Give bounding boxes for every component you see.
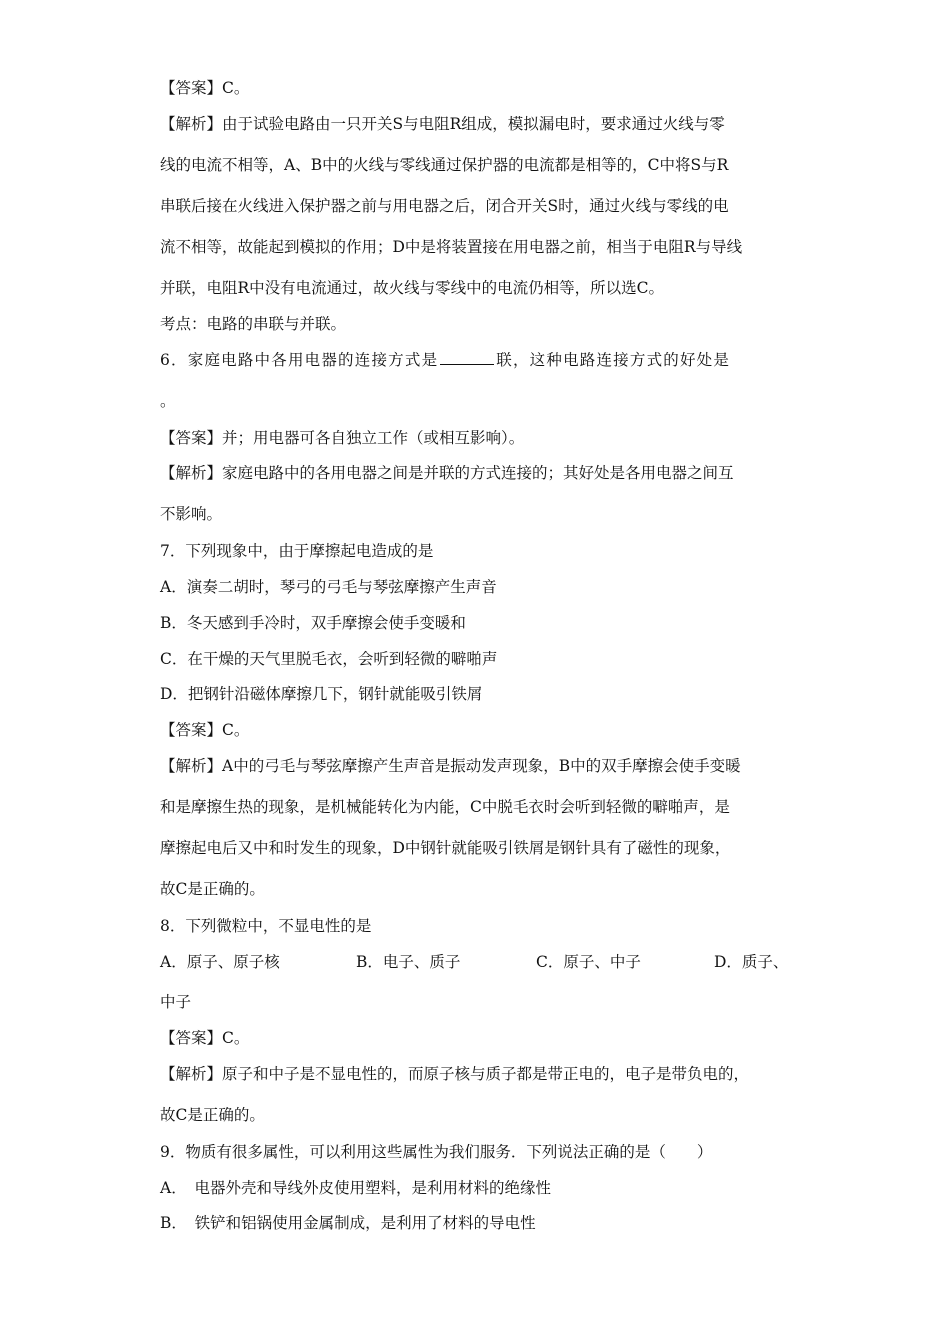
knowledge-point: 考点：电路的串联与并联。 — [160, 315, 347, 333]
option-d: D．质子、 — [714, 953, 789, 971]
question-9: 9．物质有很多属性，可以利用这些属性为我们服务．下列说法正确的是（ ） — [160, 1143, 713, 1161]
question-text: 联，这种电路连接方式的好处是 — [496, 351, 731, 369]
question-8: 8．下列微粒中，不显电性的是 — [160, 917, 372, 935]
analysis-line: 【解析】原子和中子是不显电性的，而原子核与质子都是带正电的，电子是带负电的， — [160, 1065, 750, 1083]
analysis-line: 【解析】A中的弓毛与琴弦摩擦产生声音是振动发声现象，B中的双手摩擦会使手变暖 — [160, 757, 741, 775]
answer-blank — [440, 350, 494, 365]
question-7: 7．下列现象中，由于摩擦起电造成的是 — [160, 542, 434, 560]
answer-label: 【答案】C。 — [160, 721, 250, 739]
option-a: A． 电器外壳和导线外皮使用塑料，是利用材料的绝缘性 — [160, 1179, 551, 1197]
analysis-line: 摩擦起电后又中和时发生的现象，D中钢针就能吸引铁屑是钢针具有了磁性的现象， — [160, 839, 731, 857]
analysis-line: 故C是正确的。 — [160, 880, 265, 898]
option-d: D．把钢针沿磁体摩擦几下，钢针就能吸引铁屑 — [160, 685, 483, 703]
analysis-line: 【解析】由于试验电路由一只开关S与电阻R组成，模拟漏电时，要求通过火线与零 — [160, 115, 725, 133]
question-6 — [160, 350, 730, 370]
question-6-end: 。 — [160, 392, 176, 410]
option-b: B．冬天感到手冷时，双手摩擦会使手变暖和 — [160, 614, 466, 632]
option-d-wrap: 中子 — [160, 993, 192, 1011]
option-b: B．电子、质子 — [356, 953, 461, 971]
analysis-line: 故C是正确的。 — [160, 1106, 265, 1124]
analysis-line: 串联后接在火线进入保护器之前与用电器之后，闭合开关S时，通过火线与零线的电 — [160, 197, 729, 215]
option-a: A．演奏二胡时，琴弓的弓毛与琴弦摩擦产生声音 — [160, 578, 497, 596]
option-a: A．原子、原子核 — [160, 953, 280, 971]
analysis-line: 线的电流不相等，A、B中的火线与零线通过保护器的电流都是相等的，C中将S与R — [160, 156, 729, 174]
analysis-line: 并联，电阻R中没有电流通过，故火线与零线中的电流仍相等，所以选C。 — [160, 279, 665, 297]
analysis-line: 【解析】家庭电路中的各用电器之间是并联的方式连接的；其好处是各用电器之间互 — [160, 464, 734, 482]
answer-label: 【答案】C。 — [160, 79, 250, 97]
analysis-line: 流不相等，故能起到模拟的作用；D中是将装置接在用电器之前，相当于电阻R与导线 — [160, 238, 743, 256]
analysis-line: 不影响。 — [160, 505, 223, 523]
option-c: C．在干燥的天气里脱毛衣，会听到轻微的噼啪声 — [160, 650, 498, 668]
answer-label: 【答案】C。 — [160, 1029, 250, 1047]
answer-label: 【答案】并；用电器可各自独立工作（或相互影响）。 — [160, 429, 525, 447]
question-text: 6．家庭电路中各用电器的连接方式是 — [160, 351, 439, 369]
option-b: B． 铁铲和铝锅使用金属制成，是利用了材料的导电性 — [160, 1214, 536, 1232]
analysis-line: 和是摩擦生热的现象，是机械能转化为内能，C中脱毛衣时会听到轻微的噼啪声，是 — [160, 798, 730, 816]
option-c: C．原子、中子 — [536, 953, 641, 971]
